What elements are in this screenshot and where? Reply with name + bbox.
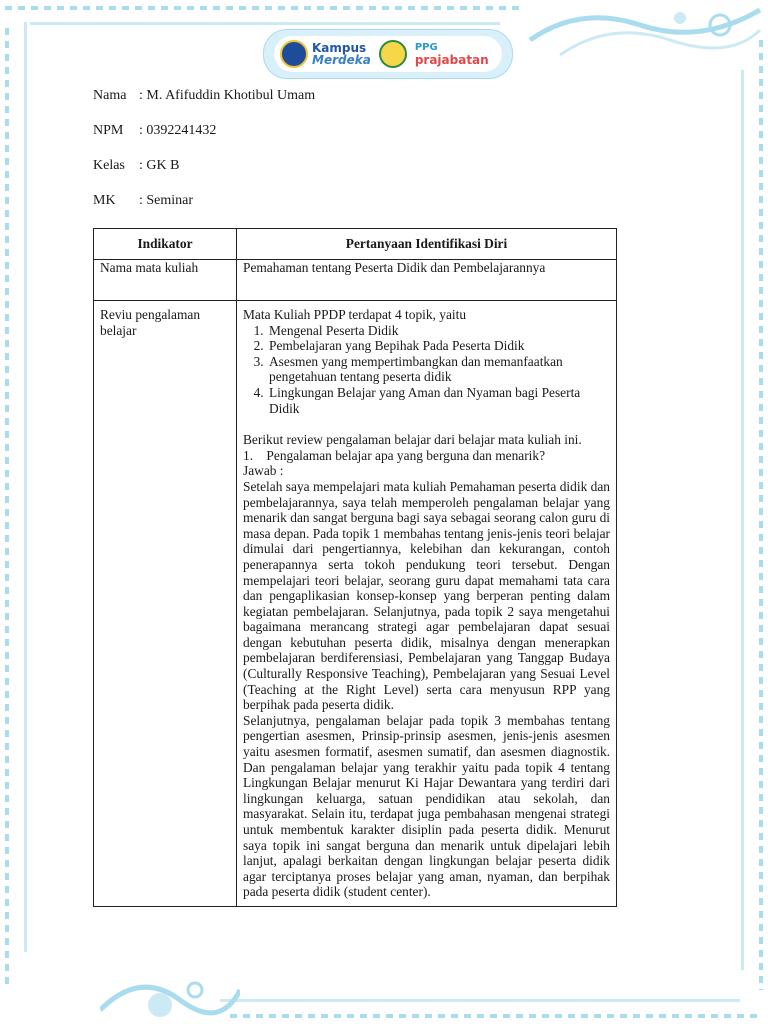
border-right-decoration <box>759 40 763 990</box>
border-left-decoration <box>5 28 9 988</box>
review-question: 1. Pengalaman belajar apa yang berguna dan menarik? <box>243 447 546 463</box>
learning-review-content <box>237 301 617 907</box>
kemendikbud-emblem-icon <box>280 40 308 68</box>
border-inner-top <box>30 22 500 25</box>
list-item: 2. Pembelajaran yang Bepihak Pada Peserta Didik <box>267 338 610 354</box>
border-inner-right <box>741 70 744 970</box>
answer-label: Jawab : <box>243 463 284 479</box>
table-row <box>94 260 617 301</box>
identification-table <box>93 228 617 907</box>
table-row <box>94 301 617 907</box>
border-bottom-decoration <box>230 1014 760 1018</box>
identity-name: Nama : M. Afifuddin Khotibul Umam <box>93 88 316 103</box>
header-indicator: Indikator <box>94 229 237 260</box>
university-seal-icon <box>379 40 407 68</box>
border-inner-left <box>24 22 27 952</box>
answer-paragraph-2: Selanjutnya, pengalaman belajar pada topik 3 membahas tentang pengertian asesmen, Prinsip-prinsip asesmen, jenis-jenis asesmen yaitu asesmen formatif, asesmen sumatif, dan asesmen diagnostik. Dan pengalaman belajar yang terakhir yaitu pada topik 4 tentang Lingkungan Belajar menurut Ki Hajar Dewantara yang terdiri dari lingkungan keluarga, satuan pendidikan atau sekolah, dan masyarakat. Selain itu, terdapat juga pembahasan mengenai strategi untuk membentuk karakter disiplin pada peserta didik. Menurut saya topik ini sangat berguna dan menarik untuk dipelajari lebih lanjut, apalagi berkaitan dengan lingkungan belajar peserta didik agar terciptanya proses belajar yang aman, nyaman, dan berpihak pada peserta didik (student center). <box>243 712 610 900</box>
list-item: 1. Mengenal Peserta Didik <box>267 323 610 339</box>
indicator-course-name: Nama mata kuliah <box>94 260 237 301</box>
list-item: 3. Asesmen yang mempertimbangkan dan memanfaatkan pengetahuan tentang peserta didik <box>267 354 610 385</box>
identity-npm: NPM : 0392241432 <box>93 123 217 138</box>
indicator-learning-review: Reviu pengalaman belajar <box>94 301 237 907</box>
border-top-decoration <box>5 6 525 10</box>
course-name-value: Pemahaman tentang Peserta Didik dan Pembelajarannya <box>237 260 617 301</box>
answer-paragraph-1: Setelah saya mempelajari mata kuliah Pemahaman peserta didik dan pembelajarannya, saya telah memperoleh pengalaman belajar yang menarik dan sangat berguna bagi saya sebagai seorang calon guru di masa depan. Pada topik 1 membahas tentang jenis-jenis teori belajar dimulai dari pengertiannya, kelebihan dan kekurangan, contoh penerapannya serta tokoh pendukung teori tersebut. Dengan mempelajari teori belajar, seorang guru dapat memahami tata cara dan pengaplikasian konsep-konsep yang berperan penting dalam kegiatan pembelajaran. Selanjutnya, pada topik 2 saya mengetahui bagaimana merancang strategi agar pembelajaran dapat sesuai dengan kebutuhan peserta didik, misalnya dengan menerapkan pembelajaran berdiferensiasi, Pembelajaran yang Tanggap Budaya (Culturally Responsive Teaching), Pembelajaran yang Sesuai Level (Teaching at the Right Level) serta cara menyusun RPP yang berpihak pada peserta didik. <box>243 478 610 713</box>
corner-ornament-top-right <box>520 0 768 70</box>
identity-class: Kelas : GK B <box>93 158 180 173</box>
ppg-prajabatan-logo: PPG prajabatan <box>414 42 489 67</box>
topics-list <box>243 323 610 417</box>
review-intro: Berikut review pengalaman belajar dari belajar mata kuliah ini. <box>243 432 582 448</box>
topics-intro: Mata Kuliah PPDP terdapat 4 topik, yaitu <box>243 307 467 322</box>
corner-ornament-bottom-left <box>100 960 240 1024</box>
kampus-merdeka-logo: Kampus Merdeka <box>312 41 371 67</box>
identity-course: MK : Seminar <box>93 193 194 208</box>
table-header-row <box>94 229 617 260</box>
header-questions: Pertanyaan Identifikasi Diri <box>237 229 617 260</box>
header-logo-bar <box>263 29 513 79</box>
border-inner-bottom <box>220 999 740 1002</box>
list-item: 4. Lingkungan Belajar yang Aman dan Nyaman bagi Peserta Didik <box>267 385 610 416</box>
